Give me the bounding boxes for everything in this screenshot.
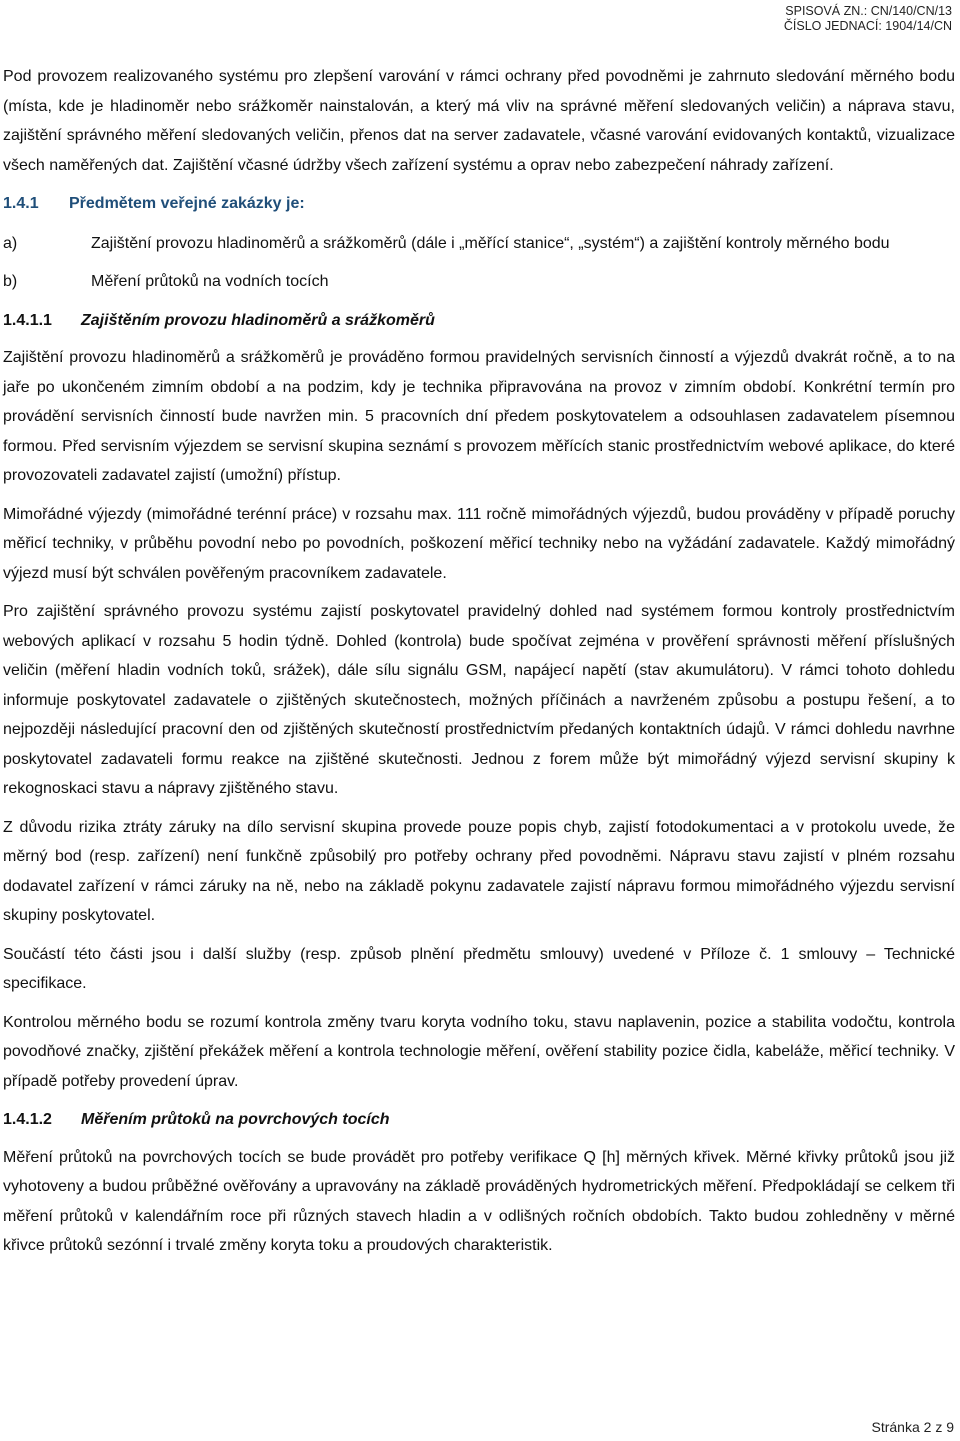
paragraph: Mimořádné výjezdy (mimořádné terénní práce) v rozsahu max. 111 ročně mimořádných výjezdů, budou prováděny v případě poruchy měřicí techniky, v průběhu povodní nebo po povodních, poškození měřicí techniky nebo na vyžádání zadavatele. Každý mimořádný výjezd musí být schválen pověřeným pracovníkem zadavatele. (3, 505, 955, 582)
section-heading (3, 189, 955, 219)
paragraph: Pro zajištění správného provozu systému zajistí poskytovatel pravidelný dohled nad systémem formou kontroly prostřednictvím webových aplikací v rozsahu 5 hodin týdně. Dohled (kontrola) bude spočívat zejména v prověření správnosti měření příslušných veličin (měření hladin vodních toků, srážek), dále sílu signálu GSM, napájecí napětí (stav akumulátoru). V rámci tohoto dohledu informuje poskytovatel zadavatele o zjištěných skutečnostech, možných příčinách a navrženém způsobu a postupu řešení, a to nejpozději následující pracovní den od zjištěných skutečností prostřednictvím předaných kontaktních údajů. V rámci dohledu navrhne poskytovatel zadavateli formu reakce na zjištěné skutečnosti. Jednou z forem může být mimořádný výjezd servisní skupiny k rekognoskaci stavu a nápravy zjištěného stavu. (3, 603, 955, 797)
list-item (3, 267, 955, 297)
document-header (784, 4, 952, 34)
subsection-number: 1.4.1.1 (3, 311, 52, 329)
page-number: Stránka 2 z 9 (871, 1419, 954, 1435)
paragraph: Zajištění provozu hladinoměrů a srážkoměrů je prováděno formou pravidelných servisních činností a výjezdů dvakrát ročně, a to na jaře po ukončeném zimním období a na podzim, kdy je technika připravována na provoz v zimním období. Konkrétní termín pro provádění servisních činností bude navržen min. 5 pracovních dní předem poskytovatelem a odsouhlasen zadavatelem písemnou formou. Před servisním výjezdem se servisní skupina seznámí s provozem měřících stanic prostřednictvím webové aplikace, do které provozovateli zadavatel zajistí (umožní) přístup. (3, 349, 955, 484)
paragraph: Měření průtoků na povrchových tocích se bude provádět pro potřeby verifikace Q [h] měrných křivek. Měrné křivky průtoků jsou již vyhotoveny a budou průběžné ověřovány a upravovány na základě prováděných hydrometrických měření. Předpokládají se celkem tři měření průtoků v kalendářním roce při různých stavech hladin a v odlišných ročních obdobích. Takto budou zohledněny v měrné křivce průtoků sezónní i trvalé změny koryta toku a proudových charakteristik. (3, 1148, 955, 1254)
paragraph: Z důvodu rizika ztráty záruky na dílo servisní skupina provede pouze popis chyb, zajistí fotodokumentaci a v protokolu uvede, že měrný bod (resp. zařízení) není funkčně způsobilý pro potřeby ochrany před povodněmi. Nápravu stavu zajistí v plném rozsahu dodavatel zařízení v rámci záruky na ně, nebo na základě pokynu zadavatele zajistí nápravu formou mimořádného výjezdu servisní skupiny poskytovatel. (3, 818, 955, 924)
list-item-text: Měření průtoků na vodních tocích (91, 273, 329, 290)
section-title: Předmětem veřejné zakázky je: (69, 195, 305, 212)
section-number: 1.4.1 (3, 195, 39, 212)
subsection-title: Měřením průtoků na povrchových tocích (81, 1111, 390, 1128)
intro-paragraph: Pod provozem realizovaného systému pro zlepšení varování v rámci ochrany před povodněmi je zahrnuto sledování měrného bodu (místa, kde je hladinoměr nebo srážkoměr nainstalován, a který má vliv na správné měření sledovaných veličin) a náprava stavu, zajištění správného měření sledovaných veličin, přenos dat na server zadavatele, včasné varování evidovaných kontaktů, vizualizace všech naměřených dat. Zajištění včasné údržby všech zařízení systému a oprav nebo zabezpečení náhrady zařízení. (3, 68, 955, 174)
subsection-number: 1.4.1.2 (3, 1111, 52, 1128)
list-marker: a) (3, 234, 18, 252)
list-item (3, 229, 955, 259)
subsection-title: Zajištěním provozu hladinoměrů a srážkoměrů (81, 311, 435, 329)
paragraph: Součástí této části jsou i další služby (resp. způsob plnění předmětu smlouvy) uvedené v Příloze č. 1 smlouvy – Technické specifikace. (3, 945, 955, 992)
document-body (3, 62, 955, 1270)
subsection-heading (3, 306, 955, 336)
file-reference: SPISOVÁ ZN.: CN/140/CN/13 (785, 4, 952, 18)
paragraph: Kontrolou měrného bodu se rozumí kontrola změny tvaru koryta vodního toku, stavu naplavenin, pozice a stabilita vodočtu, kontrola povodňové značky, zjištění překážek měření a kontrola technologie měření, ověření stability pozice čidla, kabeláže, měřicí techniky. V případě potřeby provedení úprav. (3, 1013, 955, 1090)
reference-number: ČÍSLO JEDNACÍ: 1904/14/CN (783, 19, 952, 33)
subsection-heading (3, 1105, 955, 1135)
list-item-text: Zajištění provozu hladinoměrů a srážkoměrů (dále i „měřící stanice“, „systém“) a zajištění kontroly měrného bodu (91, 234, 890, 252)
list-marker: b) (3, 273, 18, 290)
